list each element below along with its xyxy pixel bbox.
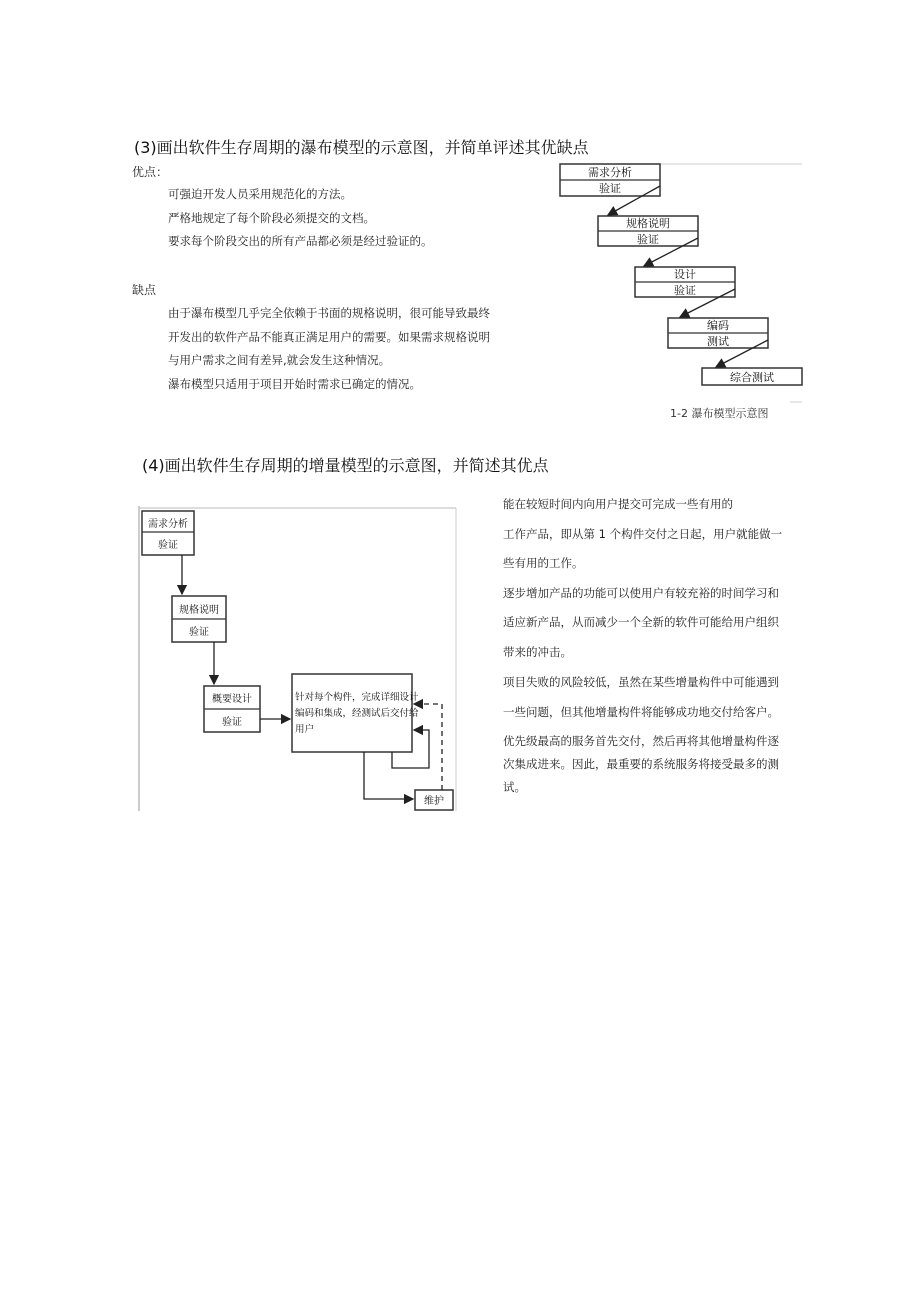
cons-item: 由于瀑布模型几乎完全依赖于书面的规格说明，很可能导致最终 — [168, 306, 490, 320]
incremental-stage-label: 验证 — [158, 540, 178, 551]
cons-label: 缺点 — [132, 283, 157, 297]
section3-heading: (3)画出软件生存周期的瀑布模型的示意图，并简单评述其优缺点 — [134, 138, 589, 157]
advantage-line: 逐步增加产品的功能可以使用户有较充裕的时间学习和 — [503, 586, 779, 600]
advantage-line: 些有用的工作。 — [503, 556, 584, 570]
waterfall-stage-label: 验证 — [637, 233, 659, 246]
advantage-line: 项目失败的风险较低，虽然在某些增量构件中可能遇到 — [503, 675, 779, 689]
incremental-stage-label: 验证 — [222, 717, 242, 728]
waterfall-stage-label: 编码 — [707, 319, 729, 332]
incremental-stage-label: 概要设计 — [212, 694, 252, 705]
incremental-stage-label: 规格说明 — [179, 605, 219, 616]
advantage-line: 带来的冲击。 — [503, 645, 572, 659]
advantage-line: 能在较短时间内向用户提交可完成一些有用的 — [503, 497, 733, 511]
waterfall-stage-label: 规格说明 — [626, 217, 670, 230]
pros-item: 可强迫开发人员采用规范化的方法。 — [168, 187, 352, 201]
incremental-component-text: 编码和集成，经测试后交付给 — [295, 708, 419, 719]
advantage-line: 工作产品，即从第 1 个构件交付之日起，用户就能做一 — [503, 527, 783, 541]
incremental-stage-label: 验证 — [189, 627, 209, 638]
incremental-component-text: 针对每个构件，完成详细设计 — [295, 692, 419, 703]
advantage-line: 适应新产品，从而减少一个全新的软件可能给用户组织 — [503, 615, 779, 629]
waterfall-stage-label: 综合测试 — [730, 371, 774, 384]
advantage-line: 优先级最高的服务首先交付，然后再将其他增量构件逐 — [503, 734, 779, 748]
cons-item: 瀑布模型只适用于项目开始时需求已确定的情况。 — [168, 377, 421, 391]
waterfall-caption: 1-2 瀑布模型示意图 — [670, 407, 769, 420]
advantage-line: 一些问题，但其他增量构件将能够成功地交付给客户。 — [503, 705, 779, 719]
waterfall-stage-label: 验证 — [599, 182, 621, 195]
incremental-diagram — [136, 506, 461, 812]
waterfall-stage-label: 需求分析 — [588, 166, 632, 179]
incremental-maintenance-label: 维护 — [424, 796, 444, 807]
waterfall-stage-label: 测试 — [707, 335, 729, 348]
advantage-line: 次集成进来。因此，最重要的系统服务将接受最多的测 — [503, 757, 779, 771]
waterfall-stage-label: 验证 — [674, 284, 696, 297]
pros-label: 优点： — [132, 165, 169, 179]
pros-item: 严格地规定了每个阶段必须提交的文档。 — [168, 211, 375, 225]
incremental-arrow — [364, 752, 413, 799]
cons-item: 开发出的软件产品不能真正满足用户的需要。如果需求规格说明 — [168, 330, 490, 344]
waterfall-diagram — [540, 158, 810, 408]
cons-item: 与用户需求之间有差异,就会发生这种情况。 — [168, 353, 391, 367]
waterfall-stage-label: 设计 — [674, 268, 696, 281]
incremental-stage-label: 需求分析 — [148, 519, 188, 530]
advantage-line: 试。 — [503, 780, 526, 794]
section4-heading: (4)画出软件生存周期的增量模型的示意图，并简述其优点 — [142, 456, 549, 475]
pros-item: 要求每个阶段交出的所有产品都必须是经过验证的。 — [168, 234, 433, 248]
incremental-component-text: 用户 — [295, 724, 315, 735]
